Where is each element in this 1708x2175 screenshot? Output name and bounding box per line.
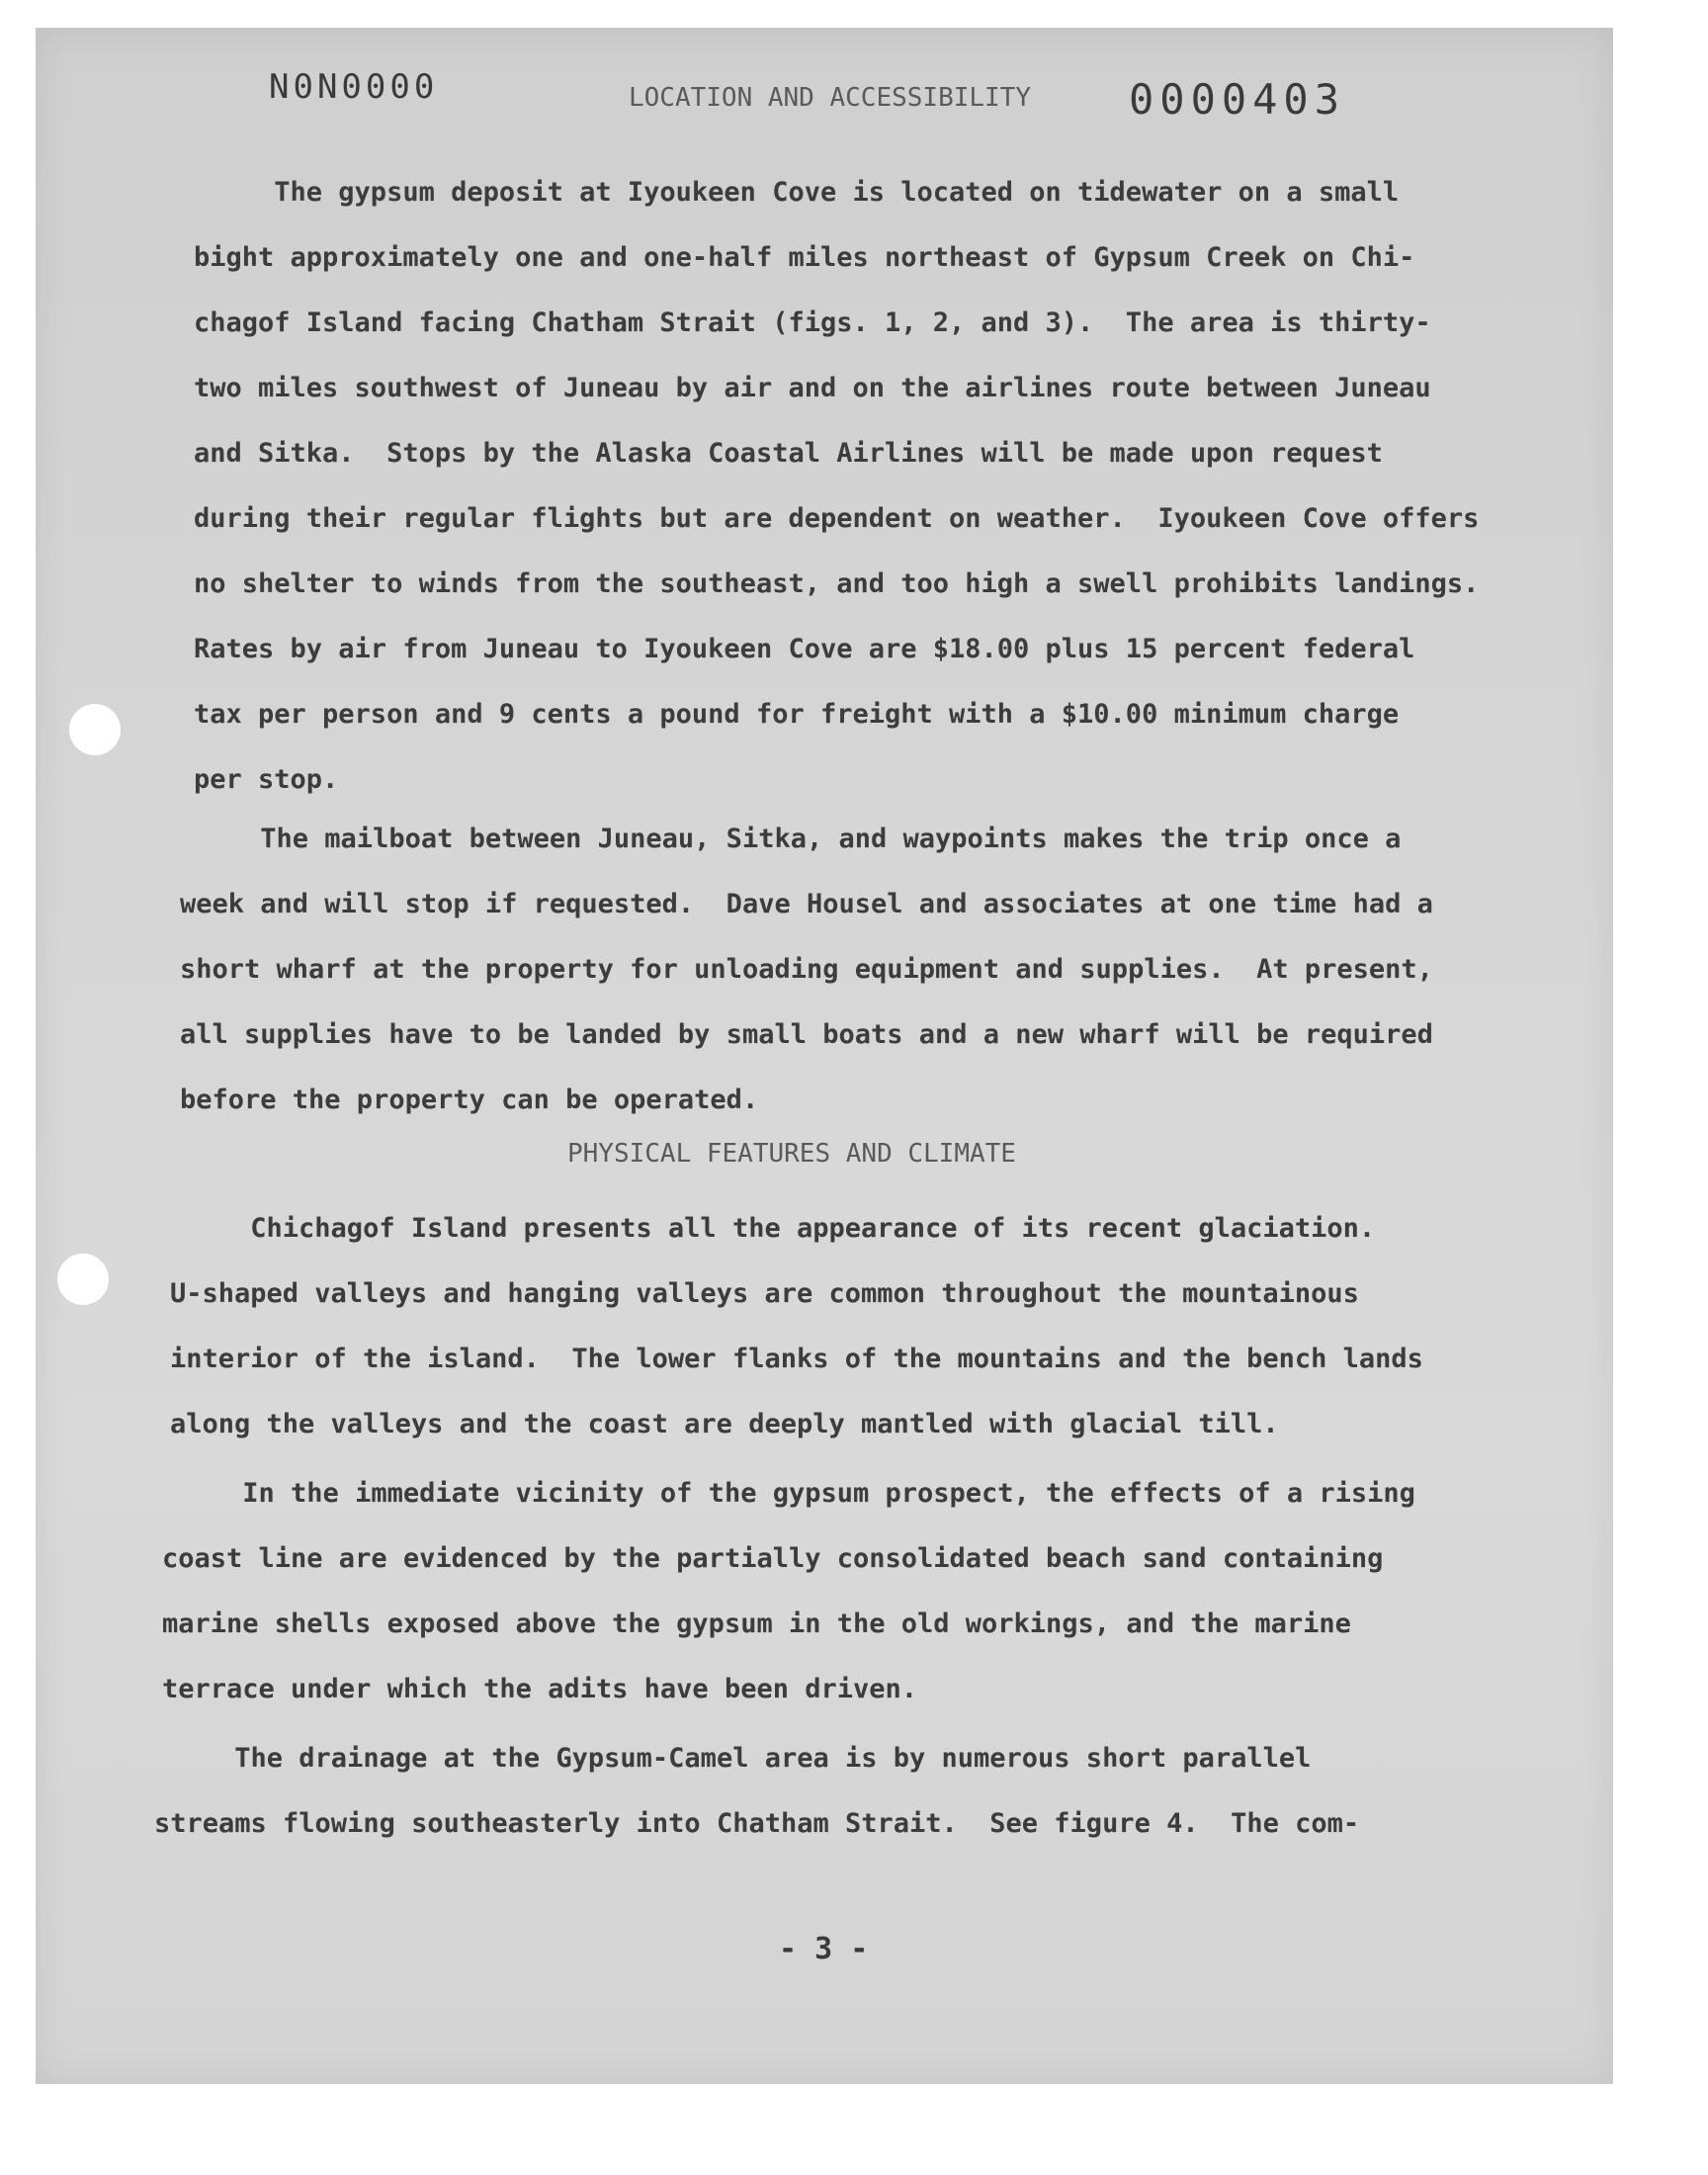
text-line: week and will stop if requested. Dave Housel and associates at one time had a	[180, 889, 1433, 919]
text-line: The gypsum deposit at Iyoukeen Cove is located on tidewater on a small	[194, 177, 1400, 208]
text-line: Rates by air from Juneau to Iyoukeen Cove are $18.00 plus 15 percent federal	[194, 634, 1415, 664]
text-line: Chichagof Island presents all the appearance of its recent glaciation.	[170, 1213, 1376, 1244]
text-line: per stop.	[194, 764, 339, 795]
paragraph-location-air	[194, 160, 1518, 813]
punch-hole	[57, 1254, 109, 1305]
text-line: before the property can be operated.	[180, 1085, 759, 1115]
document-stamp-left: N0N0000	[269, 67, 439, 107]
document-stamp-right: 0000403	[1129, 75, 1346, 124]
text-line: bight approximately one and one-half miles northeast of Gypsum Creek on Chi-	[194, 242, 1415, 273]
text-line: In the immediate vicinity of the gypsum prospect, the effects of a rising	[162, 1478, 1415, 1509]
text-line: during their regular flights but are dependent on weather. Iyoukeen Cove offers	[194, 503, 1480, 534]
text-line: The mailboat between Juneau, Sitka, and waypoints makes the trip once a	[180, 824, 1402, 854]
paragraph-glaciation	[170, 1196, 1494, 1457]
text-line: U-shaped valleys and hanging valleys are common throughout the mountainous	[170, 1278, 1359, 1309]
text-line: chagof Island facing Chatham Strait (figs. 1, 2, and 3). The area is thirty-	[194, 307, 1431, 338]
scanned-page	[36, 28, 1613, 2084]
page-number: - 3 -	[779, 1932, 869, 1966]
text-line: marine shells exposed above the gypsum in the old workings, and the marine	[162, 1609, 1351, 1639]
text-line: all supplies have to be landed by small boats and a new wharf will be required	[180, 1019, 1433, 1050]
text-line: coast line are evidenced by the partially consolidated beach sand containing	[162, 1543, 1384, 1574]
section-heading-physical: PHYSICAL FEATURES AND CLIMATE	[567, 1139, 1016, 1169]
paragraph-coast-line	[162, 1461, 1487, 1722]
punch-hole	[69, 704, 121, 755]
text-line: interior of the island. The lower flanks of the mountains and the bench lands	[170, 1344, 1423, 1374]
text-line: two miles southwest of Juneau by air and on the airlines route between Juneau	[194, 373, 1431, 403]
text-line: streams flowing southeasterly into Chatham Strait. See figure 4. The com-	[154, 1808, 1360, 1839]
text-line: along the valleys and the coast are deeply mantled with glacial till.	[170, 1409, 1279, 1439]
paragraph-drainage	[154, 1726, 1479, 1857]
section-heading-location: LOCATION AND ACCESSIBILITY	[629, 83, 1031, 113]
text-line: and Sitka. Stops by the Alaska Coastal Airlines will be made upon request	[194, 438, 1383, 469]
paragraph-mailboat	[180, 807, 1504, 1133]
text-line: The drainage at the Gypsum-Camel area is by numerous short parallel	[154, 1743, 1312, 1774]
text-line: terrace under which the adits have been driven.	[162, 1674, 918, 1704]
text-line: short wharf at the property for unloading equipment and supplies. At present,	[180, 954, 1433, 985]
text-line: no shelter to winds from the southeast, and too high a swell prohibits landings.	[194, 568, 1480, 599]
text-line: tax per person and 9 cents a pound for freight with a $10.00 minimum charge	[194, 699, 1400, 730]
